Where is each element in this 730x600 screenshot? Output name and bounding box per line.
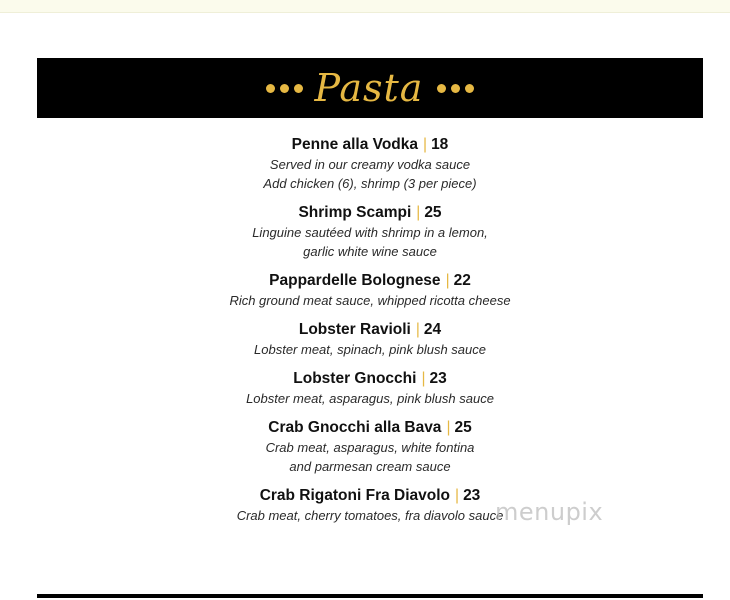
dot-icon [465, 84, 474, 93]
menu-item-heading [0, 319, 730, 340]
watermark: menupix [495, 498, 604, 526]
menu-item [0, 417, 730, 476]
dot-icon [266, 84, 275, 93]
price-separator: | [421, 370, 426, 387]
menu-item-description: Crab meat, asparagus, white fontina [265, 440, 475, 455]
menu-item-description: and parmesan cream sauce [289, 459, 451, 474]
menu-item-heading [0, 202, 730, 223]
menu-item-description: Lobster meat, spinach, pink blush sauce [254, 342, 486, 357]
menu-item-name: Lobster Ravioli [298, 321, 411, 338]
menu-item-name: Pappardelle Bolognese [269, 272, 441, 289]
price-separator: | [455, 487, 460, 504]
menu-item-price: 22 [453, 272, 471, 289]
menu-item-heading [0, 368, 730, 389]
decorative-dots-right [437, 84, 474, 93]
menu-item-description: Lobster meat, asparagus, pink blush sauce [246, 391, 494, 406]
dot-icon [294, 84, 303, 93]
menu-item-name: Lobster Gnocchi [293, 370, 417, 387]
price-separator: | [445, 272, 450, 289]
dot-icon [437, 84, 446, 93]
menu-list [0, 134, 730, 534]
menu-item-heading [0, 417, 730, 438]
dot-icon [451, 84, 460, 93]
price-separator: | [416, 204, 421, 221]
menu-item-description: Linguine sautéed with shrimp in a lemon, [252, 225, 488, 240]
decorative-dots-left [266, 84, 303, 93]
price-separator: | [446, 419, 451, 436]
bottom-rule [37, 594, 703, 598]
menu-item-price: 23 [429, 370, 447, 387]
dot-icon [280, 84, 289, 93]
menu-item-description: Rich ground meat sauce, whipped ricotta cheese [229, 293, 511, 308]
menu-item [0, 485, 730, 525]
menu-item [0, 202, 730, 261]
menu-item-price: 18 [431, 136, 449, 153]
menu-item-name: Crab Gnocchi alla Bava [268, 419, 442, 436]
price-separator: | [423, 136, 428, 153]
menu-item-heading [0, 485, 730, 506]
menu-item-description: Crab meat, cherry tomatoes, fra diavolo sauce [236, 508, 504, 523]
menu-item-description: Add chicken (6), shrimp (3 per piece) [263, 176, 477, 191]
menu-item-description: garlic white wine sauce [303, 244, 437, 259]
menu-item-price: 24 [423, 321, 442, 338]
menu-item-heading [0, 270, 730, 291]
menu-item-heading [0, 134, 730, 155]
menu-item [0, 368, 730, 408]
menu-item [0, 134, 730, 193]
top-strip [0, 0, 730, 13]
section-title: Pasta [314, 66, 424, 110]
menu-item-description: Served in our creamy vodka sauce [269, 157, 471, 172]
menu-item-price: 25 [424, 204, 442, 221]
menu-item-name: Shrimp Scampi [298, 204, 412, 221]
menu-item-price: 25 [454, 419, 472, 436]
section-banner [37, 58, 703, 118]
menu-item-name: Crab Rigatoni Fra Diavolo [259, 487, 451, 504]
menu-item [0, 270, 730, 310]
price-separator: | [415, 321, 420, 338]
menu-item-price: 23 [463, 487, 481, 504]
menu-item-name: Penne alla Vodka [291, 136, 419, 153]
menu-item [0, 319, 730, 359]
